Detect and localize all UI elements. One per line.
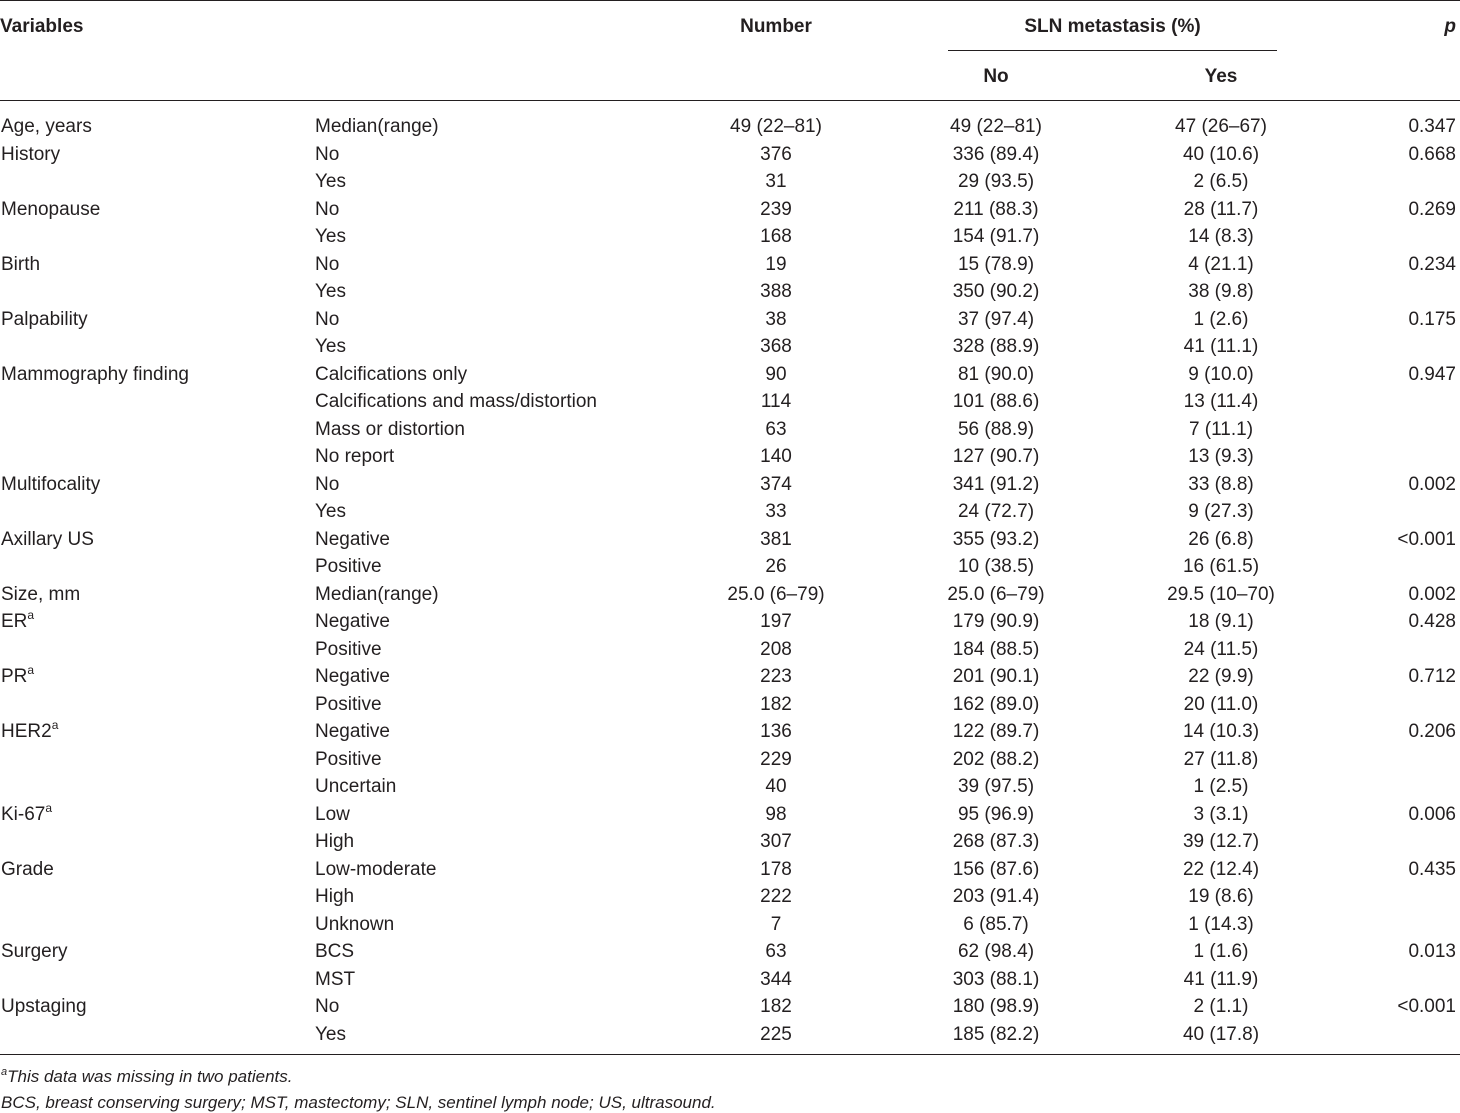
number-cell: 26 — [765, 556, 787, 577]
number-cell: 229 — [760, 748, 792, 770]
category-cell: No — [315, 253, 340, 275]
variable-name: Axillary US — [1, 528, 94, 550]
sln-yes-cell: 3 (3.1) — [1193, 803, 1249, 825]
variable-cell — [1, 663, 34, 691]
category-cell: No — [315, 143, 340, 165]
sln-yes-cell: 22 (12.4) — [1182, 858, 1260, 880]
table-row — [0, 443, 1460, 471]
variable-cell — [1, 113, 92, 141]
number-cell: 63 — [765, 941, 787, 962]
variable-name: Size, mm — [1, 583, 81, 605]
variable-cell — [1, 938, 68, 966]
sln-no-cell: 10 (38.5) — [957, 556, 1035, 577]
category-cell: Yes — [315, 501, 346, 522]
number-cell: 63 — [765, 418, 787, 440]
sln-yes-cell: 7 (11.1) — [1188, 418, 1254, 440]
number-cell: 114 — [760, 391, 792, 412]
table-bottom-rule — [0, 1054, 1460, 1055]
header-p-value: p — [1444, 16, 1456, 37]
sln-yes-cell: 38 (9.8) — [1188, 281, 1254, 302]
category-cell: Negative — [315, 611, 390, 632]
category-cell: Median(range) — [315, 116, 439, 137]
category-cell: No report — [315, 446, 395, 467]
number-cell: 136 — [760, 721, 792, 742]
number-cell: 25.0 (6–79) — [727, 583, 825, 605]
table-row — [0, 608, 1460, 636]
category-cell: Yes — [315, 226, 346, 247]
sln-yes-cell: 1 (2.5) — [1193, 776, 1249, 797]
number-cell: 168 — [760, 226, 792, 247]
variable-name: Mammography finding — [1, 363, 189, 385]
header-no: No — [983, 66, 1009, 87]
sln-yes-cell: 2 (1.1) — [1193, 996, 1249, 1017]
sln-no-cell: 201 (90.1) — [952, 666, 1040, 687]
sln-yes-cell: 28 (11.7) — [1183, 198, 1259, 220]
p-value-cell: 0.435 — [1408, 858, 1456, 880]
number-cell: 182 — [760, 996, 792, 1017]
table-row — [0, 361, 1460, 389]
variable-cell — [1, 608, 34, 636]
p-value-cell: 0.175 — [1408, 308, 1456, 330]
number-cell: 7 — [770, 913, 782, 935]
sln-no-cell: 122 (89.7) — [952, 721, 1040, 742]
p-value-cell: 0.712 — [1408, 666, 1456, 687]
sln-yes-cell: 33 (8.8) — [1188, 473, 1254, 495]
p-value-cell: 0.234 — [1408, 253, 1456, 275]
p-value-cell: 0.206 — [1408, 721, 1456, 742]
table-row — [0, 526, 1460, 554]
table-row — [0, 828, 1460, 856]
header-number: Number — [740, 16, 812, 37]
number-cell: 33 — [765, 501, 787, 522]
sln-no-cell: 6 (85.7) — [963, 913, 1029, 935]
table-row — [0, 113, 1460, 141]
sln-no-cell: 39 (97.5) — [957, 776, 1035, 797]
sln-no-cell: 15 (78.9) — [957, 253, 1035, 275]
sln-yes-cell: 41 (11.1) — [1183, 336, 1259, 357]
sln-yes-cell: 1 (1.6) — [1193, 941, 1249, 962]
table-row — [0, 251, 1460, 279]
sln-no-cell: 154 (91.7) — [952, 226, 1040, 247]
variable-name: Upstaging — [1, 996, 87, 1017]
sln-no-cell: 62 (98.4) — [957, 941, 1035, 962]
sln-no-cell: 185 (82.2) — [952, 1023, 1040, 1045]
sln-no-cell: 127 (90.7) — [952, 446, 1040, 467]
header-sln-metastasis: SLN metastasis (%) — [1024, 16, 1201, 37]
variable-name: Birth — [1, 253, 41, 275]
sln-yes-cell: 27 (11.8) — [1183, 748, 1259, 770]
sln-no-cell: 29 (93.5) — [957, 171, 1035, 192]
number-cell: 239 — [760, 198, 792, 220]
sln-yes-cell: 9 (10.0) — [1188, 363, 1254, 385]
number-cell: 208 — [760, 638, 792, 660]
number-cell: 182 — [760, 693, 792, 715]
category-cell: Negative — [315, 666, 390, 687]
table-row — [0, 388, 1460, 416]
sln-yes-cell: 4 (21.1) — [1188, 253, 1254, 275]
category-cell: Negative — [315, 721, 390, 742]
variable-cell — [1, 141, 60, 169]
variable-cell — [1, 993, 87, 1021]
variable-cell — [1, 718, 58, 746]
p-value-cell: <0.001 — [1397, 996, 1456, 1017]
header-yes: Yes — [1204, 66, 1238, 87]
category-cell: Low — [315, 803, 350, 825]
table-row — [0, 498, 1460, 526]
variable-cell — [1, 581, 80, 609]
table-row — [0, 966, 1460, 994]
sln-header-underline — [948, 50, 1277, 51]
sln-no-cell: 211 (88.3) — [953, 198, 1039, 220]
sln-yes-cell: 40 (17.8) — [1182, 1023, 1260, 1045]
sln-no-cell: 81 (90.0) — [957, 363, 1035, 385]
category-cell: Median(range) — [315, 583, 439, 605]
p-value-cell: 0.947 — [1408, 363, 1456, 385]
table-row — [0, 553, 1460, 581]
category-cell: High — [315, 886, 355, 907]
category-cell: Negative — [315, 528, 390, 550]
p-value-cell: 0.006 — [1408, 803, 1456, 825]
sln-yes-cell: 1 (2.6) — [1193, 308, 1249, 330]
p-value-cell: 0.013 — [1408, 941, 1456, 962]
p-value-cell: 0.668 — [1408, 143, 1456, 165]
sln-yes-cell: 22 (9.9) — [1188, 666, 1254, 687]
table-row — [0, 223, 1460, 251]
table-row — [0, 691, 1460, 719]
header-variables: Variables — [0, 16, 84, 37]
number-cell: 98 — [765, 803, 787, 825]
variable-cell — [1, 196, 100, 224]
table-row — [0, 938, 1460, 966]
variable-name: ER — [1, 611, 28, 632]
sln-yes-cell: 13 (9.3) — [1188, 446, 1254, 467]
category-cell: No — [315, 996, 340, 1017]
variable-cell — [1, 526, 94, 554]
variable-name: PR — [1, 666, 28, 687]
sln-no-cell: 268 (87.3) — [952, 831, 1040, 852]
category-cell: Yes — [315, 336, 346, 357]
p-value-cell: 0.269 — [1408, 198, 1456, 220]
table-row — [0, 746, 1460, 774]
number-cell: 90 — [765, 363, 787, 385]
table-row — [0, 168, 1460, 196]
variable-cell — [1, 801, 52, 829]
sln-yes-cell: 39 (12.7) — [1182, 831, 1260, 852]
table-row — [0, 993, 1460, 1021]
number-cell: 388 — [760, 281, 792, 302]
number-cell: 381 — [760, 528, 792, 550]
variable-cell — [1, 251, 40, 279]
category-cell: MST — [315, 968, 356, 990]
category-cell: Yes — [315, 1023, 346, 1045]
number-cell: 197 — [760, 611, 792, 632]
sln-no-cell: 336 (89.4) — [952, 143, 1040, 165]
number-cell: 140 — [760, 446, 792, 467]
sln-no-cell: 203 (91.4) — [952, 886, 1040, 907]
sln-no-cell: 303 (88.1) — [952, 968, 1040, 990]
number-cell: 374 — [760, 473, 792, 495]
p-value-cell: 0.347 — [1408, 116, 1456, 137]
sln-yes-cell: 26 (6.8) — [1188, 528, 1254, 550]
table-row — [0, 856, 1460, 884]
sln-yes-cell: 9 (27.3) — [1188, 501, 1254, 522]
variable-cell — [1, 306, 88, 334]
sln-no-cell: 37 (97.4) — [957, 308, 1035, 330]
number-cell: 38 — [765, 308, 787, 330]
category-cell: Uncertain — [315, 776, 397, 797]
sln-yes-cell: 41 (11.9) — [1183, 968, 1259, 990]
category-cell: Positive — [315, 638, 382, 660]
table-header-rule — [0, 100, 1460, 101]
p-value-cell: <0.001 — [1397, 528, 1456, 550]
table-row — [0, 141, 1460, 169]
category-cell: No — [315, 198, 340, 220]
table-row — [0, 663, 1460, 691]
sln-no-cell: 328 (88.9) — [952, 336, 1040, 357]
footnote-missing-text: This data was missing in two patients. — [7, 1067, 293, 1086]
variable-name: Multifocality — [1, 473, 101, 495]
category-cell: Unknown — [315, 913, 395, 935]
sln-yes-cell: 20 (11.0) — [1183, 693, 1259, 715]
number-cell: 222 — [760, 886, 792, 907]
sln-no-cell: 162 (89.0) — [952, 693, 1040, 715]
category-cell: Calcifications and mass/distortion — [315, 391, 597, 412]
table-row — [0, 1021, 1460, 1049]
footnote-marker: a — [27, 663, 35, 677]
p-value-cell: 0.002 — [1408, 473, 1456, 495]
sln-yes-cell: 2 (6.5) — [1193, 171, 1249, 192]
number-cell: 307 — [760, 831, 792, 852]
category-cell: Mass or distortion — [315, 418, 465, 440]
category-cell: Positive — [315, 693, 382, 715]
sln-no-cell: 341 (91.2) — [952, 473, 1040, 495]
sln-no-cell: 156 (87.6) — [952, 858, 1040, 880]
footnote-abbreviations: BCS, breast conserving surgery; MST, mastectomy; SLN, sentinel lymph node; US, ultrasound. — [1, 1093, 716, 1112]
variable-name: Surgery — [1, 941, 68, 962]
number-cell: 344 — [760, 968, 792, 990]
table-row — [0, 911, 1460, 939]
footnote-missing — [1, 1067, 292, 1087]
p-value-cell: 0.002 — [1408, 583, 1456, 605]
table-row — [0, 718, 1460, 746]
sln-no-cell: 202 (88.2) — [952, 748, 1040, 770]
table-row — [0, 773, 1460, 801]
sln-yes-cell: 13 (11.4) — [1183, 391, 1259, 412]
sln-no-cell: 179 (90.9) — [952, 611, 1040, 632]
sln-yes-cell: 1 (14.3) — [1188, 913, 1254, 935]
sln-yes-cell: 19 (8.6) — [1188, 886, 1254, 907]
sln-yes-cell: 40 (10.6) — [1182, 143, 1260, 165]
p-value-cell: 0.428 — [1408, 611, 1456, 632]
sln-no-cell: 355 (93.2) — [952, 528, 1040, 550]
number-cell: 49 (22–81) — [730, 116, 822, 137]
category-cell: No — [315, 308, 340, 330]
sln-no-cell: 95 (96.9) — [957, 803, 1035, 825]
table-row — [0, 278, 1460, 306]
sln-yes-cell: 24 (11.5) — [1183, 638, 1259, 660]
sln-no-cell: 56 (88.9) — [957, 418, 1035, 440]
number-cell: 225 — [760, 1023, 792, 1045]
category-cell: Yes — [315, 171, 346, 192]
category-cell: Yes — [315, 281, 346, 302]
sln-no-cell: 101 (88.6) — [952, 391, 1040, 412]
table-row — [0, 416, 1460, 444]
category-cell: Low-moderate — [315, 858, 437, 880]
sln-no-cell: 184 (88.5) — [952, 638, 1040, 660]
category-cell: High — [315, 831, 355, 852]
number-cell: 178 — [760, 858, 792, 880]
sln-yes-cell: 18 (9.1) — [1188, 611, 1254, 632]
sln-no-cell: 24 (72.7) — [957, 501, 1035, 522]
table-body — [0, 113, 1460, 1048]
sln-no-cell: 180 (98.9) — [952, 996, 1040, 1017]
footnote-marker: a — [27, 608, 35, 622]
sln-yes-cell: 16 (61.5) — [1182, 556, 1260, 577]
table-row — [0, 636, 1460, 664]
number-cell: 376 — [760, 143, 792, 165]
variable-name: Palpability — [1, 308, 88, 330]
number-cell: 40 — [765, 776, 787, 797]
variable-cell — [1, 361, 189, 389]
category-cell: Positive — [315, 748, 382, 770]
category-cell: BCS — [315, 941, 355, 962]
sln-yes-cell: 14 (8.3) — [1188, 226, 1254, 247]
footnote-marker: a — [1, 1066, 8, 1078]
category-cell: Positive — [315, 556, 382, 577]
category-cell: Calcifications only — [315, 363, 468, 385]
number-cell: 368 — [760, 336, 792, 357]
table-row — [0, 471, 1460, 499]
sln-no-cell: 49 (22–81) — [950, 116, 1042, 137]
table-row — [0, 581, 1460, 609]
number-cell: 31 — [765, 171, 787, 192]
table-top-rule — [0, 0, 1460, 1]
variable-name: Ki-67 — [1, 803, 46, 825]
table-row — [0, 306, 1460, 334]
number-cell: 19 — [765, 253, 787, 275]
sln-yes-cell: 29.5 (10–70) — [1167, 583, 1275, 605]
sln-no-cell: 350 (90.2) — [952, 281, 1040, 302]
sln-no-cell: 25.0 (6–79) — [947, 583, 1045, 605]
variable-cell — [1, 856, 54, 884]
variable-name: HER2 — [1, 721, 52, 742]
footnote-marker: a — [51, 718, 59, 732]
category-cell: No — [315, 473, 340, 495]
variable-name: History — [1, 143, 61, 165]
table-row — [0, 883, 1460, 911]
number-cell: 223 — [760, 666, 792, 687]
sln-yes-cell: 14 (10.3) — [1182, 721, 1260, 742]
variable-name: Grade — [1, 858, 54, 880]
table-row — [0, 801, 1460, 829]
footnote-marker: a — [45, 800, 53, 815]
variable-cell — [1, 471, 100, 499]
variable-name: Menopause — [1, 198, 101, 220]
table-row — [0, 196, 1460, 224]
sln-yes-cell: 47 (26–67) — [1175, 116, 1267, 137]
variable-name: Age, years — [1, 116, 92, 137]
table-row — [0, 333, 1460, 361]
